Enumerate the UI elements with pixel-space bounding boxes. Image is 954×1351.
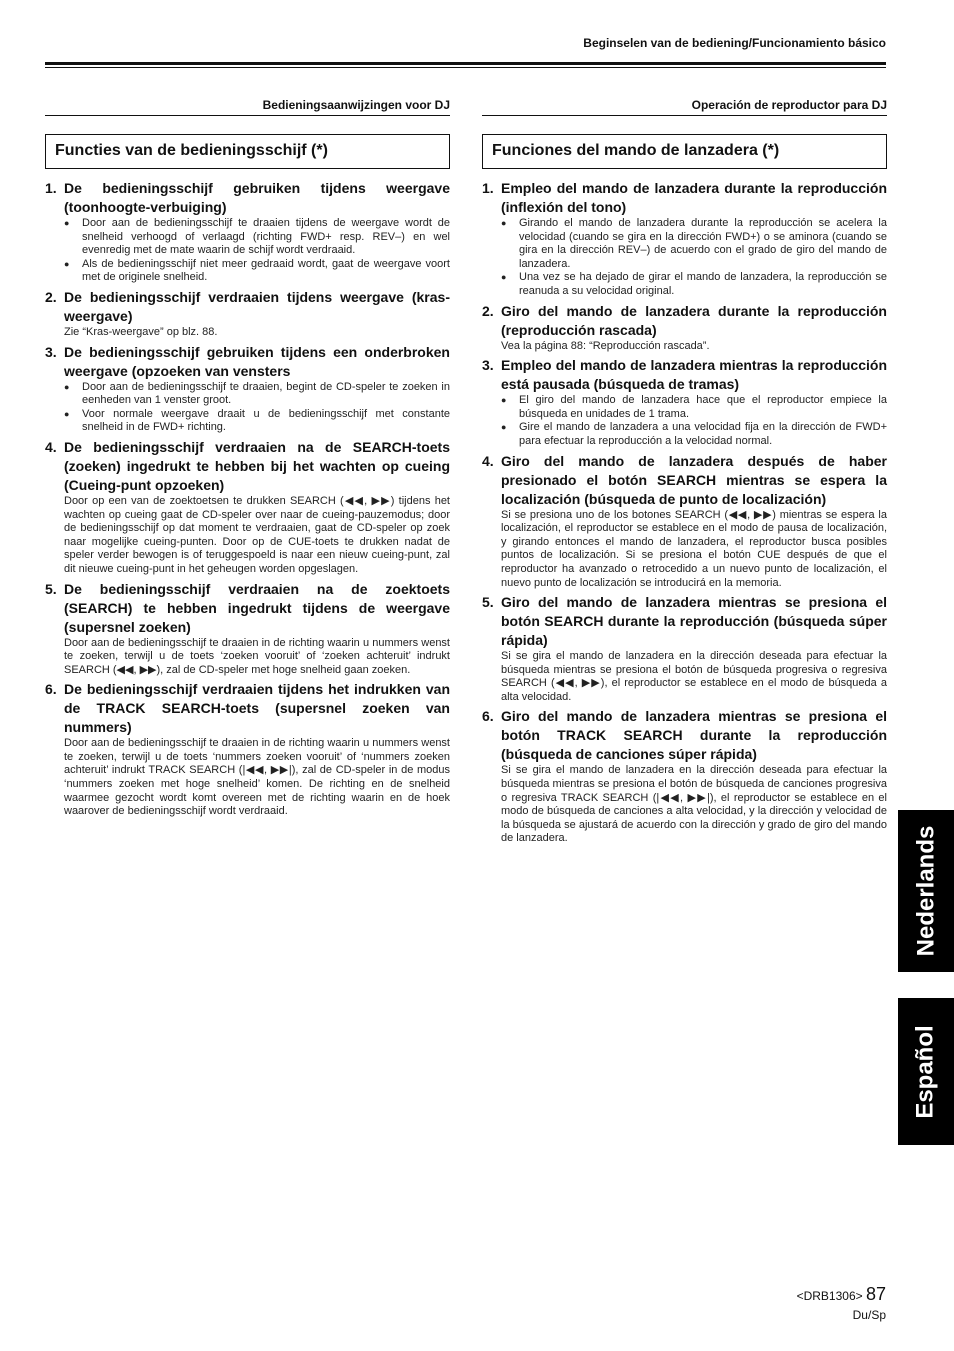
item-body: Vea la página 88: “Reproducción rascada”. bbox=[501, 339, 710, 352]
item-title: De bedieningsschijf gebruiken tijdens weergave (toonhoogte-verbuiging) bbox=[64, 180, 450, 215]
numbered-item bbox=[45, 580, 450, 678]
bullet-text: El giro del mando de lanzadera hace que el reproductor empiece la búsqueda en unidades de 1 trama. bbox=[519, 394, 887, 420]
item-heading bbox=[45, 580, 450, 637]
numbered-item bbox=[482, 593, 887, 704]
section-title-box: Functies van de bedieningsschijf (*) bbox=[45, 134, 450, 169]
item-heading bbox=[45, 179, 450, 217]
bullet-text: Door aan de bedieningsschijf te draaien tijdens de weergave wordt de snelheid verhoogd of verlaagd (richting FWD+ resp. REV–) en wel evenredig met de mate waarin de schijf wordt verdraaid. bbox=[82, 217, 450, 257]
item-title: De bedieningsschijf verdraaien tijdens weergave (kras-weergave) bbox=[64, 288, 450, 324]
item-number: 2. bbox=[482, 302, 494, 319]
item-title: Giro del mando de lanzadera después de haber presionado el botón SEARCH mientras se espera la localización (búsqueda de punto de localización) bbox=[501, 452, 887, 507]
item-heading bbox=[482, 179, 887, 217]
item-title: De bedieningsschijf verdraaien tijdens het indrukken van de TRACK SEARCH-toets (supersnel zoeken van nummers) bbox=[64, 681, 450, 736]
numbered-item bbox=[482, 302, 887, 354]
numbered-item bbox=[45, 343, 450, 435]
item-list bbox=[45, 179, 450, 819]
bullet-text: Als de bedieningsschijf niet meer gedraaid wordt, gaat de weergave voort met de originele snelheid. bbox=[82, 257, 450, 284]
item-number: 3. bbox=[45, 343, 57, 360]
numbered-item bbox=[45, 438, 450, 577]
item-title: De bedieningsschijf verdraaien na de zoektoets (SEARCH) te hebben ingedrukt tijdens de weergave (supersnel zoeken) bbox=[64, 580, 450, 635]
numbered-item bbox=[482, 707, 887, 846]
section-title-box: Funciones del mando de lanzadera (*) bbox=[482, 134, 887, 169]
numbered-item bbox=[45, 680, 450, 819]
bullet-point bbox=[64, 408, 450, 435]
bullet-icon: ● bbox=[501, 395, 507, 406]
item-list bbox=[482, 179, 887, 846]
item-title: Empleo del mando de lanzadera mientras la reproducción está pausada (búsqueda de tramas) bbox=[501, 357, 887, 393]
bullet-icon: ● bbox=[64, 381, 70, 392]
footer-language: Du/Sp bbox=[852, 1308, 886, 1322]
item-number: 6. bbox=[45, 681, 57, 698]
item-heading bbox=[45, 680, 450, 737]
item-number: 6. bbox=[482, 708, 494, 725]
bullet-text: Una vez se ha dejado de girar el mando de lanzadera, la reproducción se reanuda a su velocidad original. bbox=[519, 271, 887, 297]
bullet-text: Voor normale weergave draait u de bedieningsschijf met constante snelheid in de FWD+ richting. bbox=[82, 407, 450, 434]
item-title: Giro del mando de lanzadera mientras se presiona el botón TRACK SEARCH durante la reproducción (búsqueda de canciones súper rápida) bbox=[501, 708, 887, 763]
numbered-item bbox=[482, 356, 887, 448]
item-number: 5. bbox=[45, 580, 57, 597]
bullet-point bbox=[501, 421, 887, 448]
item-number: 1. bbox=[482, 180, 494, 196]
item-title: Empleo del mando de lanzadera durante la reproducción (inflexión del tono) bbox=[501, 180, 887, 215]
tab-label: Español bbox=[912, 1024, 940, 1119]
item-title: Giro del mando de lanzadera mientras se presiona el botón SEARCH durante la reproducción (búsqueda súper rápida) bbox=[501, 594, 887, 649]
item-number: 3. bbox=[482, 357, 494, 374]
document-code: <DRB1306> bbox=[796, 1289, 863, 1303]
bullet-icon: ● bbox=[501, 218, 507, 228]
item-body: Si se gira el mando de lanzadera en la dirección deseada para efectuar la búsqueda mientras se presiona el botón de búsqueda de canciones progresiva o regresiva TRACK SEARCH (|◀◀, ▶▶|), el reproductor se establece en el modo de búsqueda de canciones a alta velocidad, y la dirección y velocidad de la búsqueda se ajustará de acuerdo con la dirección y grado de giro del mando de lanzadera. bbox=[501, 764, 887, 845]
bullet-point bbox=[64, 258, 450, 285]
bullet-icon: ● bbox=[501, 272, 507, 283]
running-header: Beginselen van de bediening/Funcionamiento básico bbox=[583, 36, 886, 50]
header-rule-thin bbox=[45, 67, 886, 68]
item-number: 4. bbox=[482, 452, 494, 469]
numbered-item bbox=[45, 288, 450, 340]
item-body: Si se presiona uno de los botones SEARCH (◀◀, ▶▶) mientras se espera la localización, el reproductor se establece en el modo de pausa de localización, y girando entonces el mando de lanzadera, el reproductor busca posibles puntos de localización. Si se presiona el botón CUE después de que el reproductor ha avanzado o retrocedido a un nuevo punto de localización, el nuevo punto de localización se introducirá en la memoria. bbox=[501, 508, 887, 589]
bullet-text: Gire el mando de lanzadera a una velocidad fija en la dirección de FWD+ para efectuar la reproducción a la velocidad normal. bbox=[519, 421, 887, 447]
tab-label: Nederlands bbox=[912, 825, 939, 957]
page-number: 87 bbox=[865, 1284, 886, 1304]
bullet-point bbox=[64, 381, 450, 408]
column-dutch bbox=[45, 98, 450, 822]
item-number: 2. bbox=[45, 288, 57, 305]
bullet-text: Door aan de bedieningsschijf te draaien, begint de CD-speler te zoeken in eenheden van 1 venster groot. bbox=[82, 380, 450, 407]
item-heading bbox=[482, 593, 887, 650]
bullet-icon: ● bbox=[64, 218, 70, 228]
item-heading bbox=[45, 438, 450, 495]
numbered-item bbox=[482, 179, 887, 299]
header-rule-thick bbox=[45, 62, 886, 65]
footer-code-line bbox=[797, 1284, 886, 1305]
item-body: Si se gira el mando de lanzadera en la dirección deseada para efectuar la búsqueda mientras se presiona el botón de búsqueda progresiva o regresiva SEARCH (◀◀, ▶▶), el reproductor se establece en el modo de búsqueda a alta velocidad. bbox=[501, 650, 887, 703]
item-number: 5. bbox=[482, 594, 494, 611]
bullet-point bbox=[501, 394, 887, 421]
column-spanish bbox=[482, 98, 887, 849]
column-subtitle: Operación de reproductor para DJ bbox=[482, 98, 887, 116]
item-title: De bedieningsschijf verdraaien na de SEARCH-toets (zoeken) ingedrukt te hebben bij het wachten op cueing (Cueing-punt opzoeken) bbox=[64, 438, 450, 493]
item-body: Door aan de bedieningsschijf te draaien in de richting waarin u nummers wenst te zoeken, terwijl u de toets ‘zoeken vooruit’ of ‘zoeken achteruit’ indrukt SEARCH (◀◀, ▶▶), zal de CD-speler met hoge snelheid gaan zoeken. bbox=[64, 636, 450, 676]
bullet-text: Girando el mando de lanzadera durante la reproducción se acelera la velocidad (cuando se gira en la dirección FWD+) o se aminora (cuando se gira en la dirección REV–) de acuerdo con el grado de giro del mando de lanzadera. bbox=[519, 217, 887, 270]
bullet-icon: ● bbox=[64, 408, 70, 419]
language-tab-nederlands bbox=[898, 810, 954, 972]
item-heading bbox=[482, 356, 887, 394]
item-heading bbox=[482, 302, 887, 340]
item-body: Door op een van de zoektoetsen te drukken SEARCH (◀◀, ▶▶) tijdens het wachten op cueing gaat de CD-speler over naar de cueing-pauzemodus; door de bedieningsschijf op dat moment te verdraaien, gaat de CD-speler op zoek naar mogelijke cueing-punten. Door op de CUE-toets te drukken nadat de speler verder bewogen is of teruggespoeld is naar een nieuw cueing-punt, zal dit nieuwe cueing-punt in het geheugen worden opgeslagen. bbox=[64, 494, 450, 575]
item-heading bbox=[482, 707, 887, 764]
bullet-point bbox=[501, 271, 887, 298]
bullet-icon: ● bbox=[501, 422, 507, 433]
item-body: Door aan de bedieningsschijf te draaien in de richting waarin u nummers wenst te zoeken, terwijl u de toets ‘nummers zoeken vooruit’ of ‘nummers zoeken achteruit’ indrukt TRACK SEARCH (|◀◀, ▶▶|), zal de CD-speler in de modus ‘nummers zoeken met hoge snelheid’ komen. De richting en de snelheid waarmee gezocht wordt komt overeen met de richting waarin en de hoek waarover de bedieningsschijf wordt verdraaid. bbox=[64, 737, 450, 818]
bullet-point bbox=[501, 217, 887, 271]
numbered-item bbox=[45, 179, 450, 285]
item-title: Giro del mando de lanzadera durante la reproducción (reproducción rascada) bbox=[501, 302, 887, 338]
bullet-point bbox=[64, 217, 450, 258]
numbered-item bbox=[482, 452, 887, 591]
item-number: 1. bbox=[45, 180, 57, 196]
column-subtitle: Bedieningsaanwijzingen voor DJ bbox=[45, 98, 450, 116]
bullet-icon: ● bbox=[64, 258, 70, 269]
item-title: De bedieningsschijf gebruiken tijdens een onderbroken weergave (opzoeken van vensters bbox=[64, 343, 450, 379]
item-heading bbox=[45, 343, 450, 381]
language-tab-espanol bbox=[898, 998, 954, 1145]
item-heading bbox=[45, 288, 450, 326]
item-body: Zie “Kras-weergave” op blz. 88. bbox=[64, 325, 218, 338]
item-heading bbox=[482, 452, 887, 509]
item-number: 4. bbox=[45, 438, 57, 455]
